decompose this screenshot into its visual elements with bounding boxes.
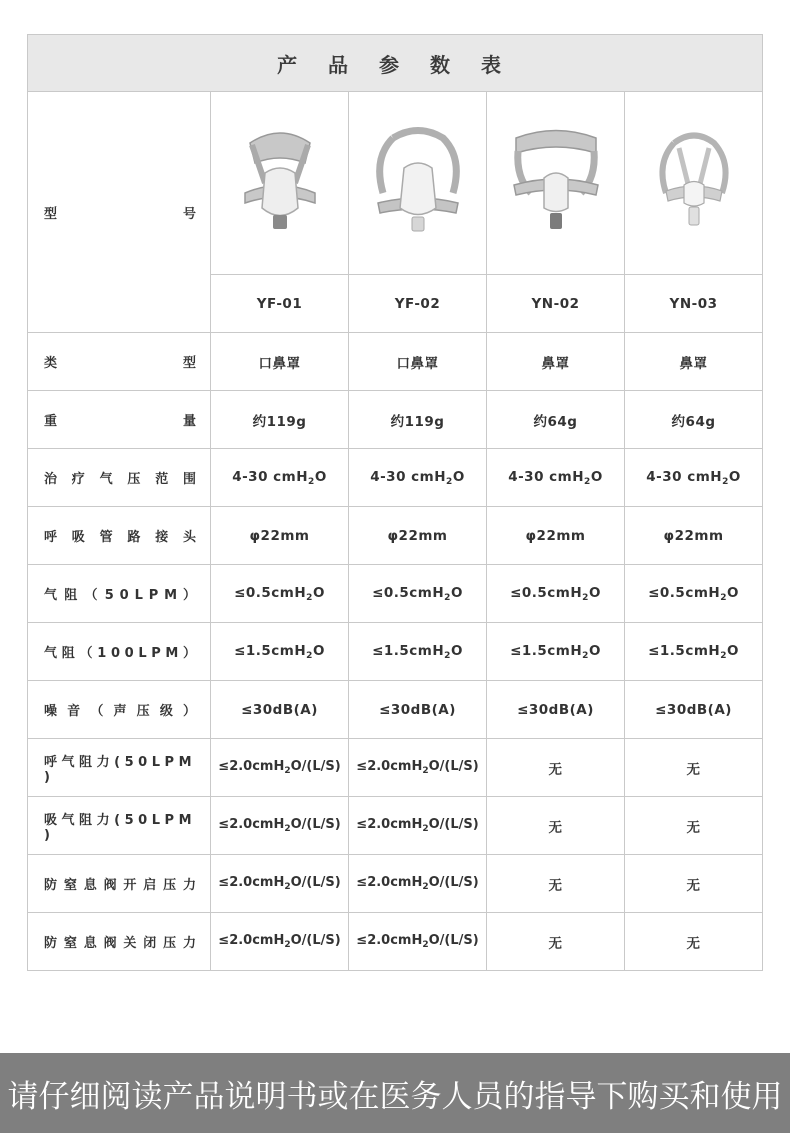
table-row — [28, 565, 763, 623]
cell-value: 约119g — [211, 391, 349, 449]
row-label: 气 阻 （ 1 0 0 L P M ） — [28, 623, 211, 681]
mask-image-yn02 — [487, 92, 625, 275]
cell-value: 无 — [625, 913, 763, 971]
table-row — [28, 739, 763, 797]
nasal-mask-icon — [506, 123, 606, 243]
cell-value: ≤2.0cmH$_2$O/(L/S) — [349, 797, 487, 855]
row-label: 气 阻 （ 5 0 L P M ） — [28, 565, 211, 623]
table-row — [28, 623, 763, 681]
model-label: 型 号 — [28, 92, 211, 333]
table-row — [28, 797, 763, 855]
cell-value: 4-30 cmH$_2$O — [349, 449, 487, 507]
model-yf01: YF-01 — [211, 275, 349, 333]
cell-value: ≤0.5cmH$_2$O — [487, 565, 625, 623]
cell-value: 4-30 cmH$_2$O — [487, 449, 625, 507]
cell-value: 约64g — [487, 391, 625, 449]
cell-value: 无 — [487, 739, 625, 797]
cell-value: 4-30 cmH$_2$O — [625, 449, 763, 507]
cell-value: φ22mm — [487, 507, 625, 565]
cell-value: 口鼻罩 — [211, 333, 349, 391]
cell-value: ≤1.5cmH$_2$O — [211, 623, 349, 681]
cell-value: 无 — [625, 797, 763, 855]
full-face-mask-icon — [368, 123, 468, 243]
table-row — [28, 333, 763, 391]
cell-value: ≤2.0cmH$_2$O/(L/S) — [211, 855, 349, 913]
table-row — [28, 681, 763, 739]
cell-value: ≤30dB(A) — [487, 681, 625, 739]
cell-value: 无 — [487, 913, 625, 971]
row-label: 呼 吸 管 路 接 头 — [28, 507, 211, 565]
cell-value: ≤2.0cmH$_2$O/(L/S) — [211, 739, 349, 797]
model-yn02: YN-02 — [487, 275, 625, 333]
cell-value: 无 — [487, 797, 625, 855]
footer-banner — [0, 1053, 790, 1133]
cell-value: 无 — [487, 855, 625, 913]
row-label: 治 疗 气 压 范 围 — [28, 449, 211, 507]
spec-table — [27, 34, 763, 971]
table-row — [28, 507, 763, 565]
mask-image-yf01 — [211, 92, 349, 275]
row-label: 吸 气 阻 力 ( 5 0 L P M ) — [28, 797, 211, 855]
cell-value: ≤2.0cmH$_2$O/(L/S) — [211, 913, 349, 971]
cell-value: 约119g — [349, 391, 487, 449]
row-label: 呼 气 阻 力 ( 5 0 L P M ) — [28, 739, 211, 797]
cell-value: ≤30dB(A) — [211, 681, 349, 739]
cell-value: ≤1.5cmH$_2$O — [625, 623, 763, 681]
table-title: 产 品 参 数 表 — [28, 35, 763, 92]
row-label: 防 窒 息 阀 关 闭 压 力 — [28, 913, 211, 971]
cell-value: φ22mm — [211, 507, 349, 565]
cell-value: ≤0.5cmH$_2$O — [625, 565, 763, 623]
cell-value: 无 — [625, 855, 763, 913]
cell-value: φ22mm — [625, 507, 763, 565]
cell-value: ≤1.5cmH$_2$O — [487, 623, 625, 681]
mask-image-yf02 — [349, 92, 487, 275]
cell-value: ≤1.5cmH$_2$O — [349, 623, 487, 681]
cell-value: ≤30dB(A) — [625, 681, 763, 739]
cell-value: φ22mm — [349, 507, 487, 565]
model-yn03: YN-03 — [625, 275, 763, 333]
cell-value: 4-30 cmH$_2$O — [211, 449, 349, 507]
table-row — [28, 449, 763, 507]
model-yf02: YF-02 — [349, 275, 487, 333]
cell-value: ≤2.0cmH$_2$O/(L/S) — [211, 797, 349, 855]
cell-value: 口鼻罩 — [349, 333, 487, 391]
footer-text: 请仔细阅读产品说明书或在医务人员的指导下购买和使用 — [7, 1078, 783, 1115]
cell-value: ≤2.0cmH$_2$O/(L/S) — [349, 855, 487, 913]
cell-value: 鼻罩 — [487, 333, 625, 391]
cell-value: 约64g — [625, 391, 763, 449]
table-row — [28, 391, 763, 449]
row-label: 重 量 — [28, 391, 211, 449]
nasal-mask-icon — [644, 123, 744, 243]
row-label: 防 窒 息 阀 开 启 压 力 — [28, 855, 211, 913]
row-label: 噪 音 （ 声 压 级 ） — [28, 681, 211, 739]
mask-image-yn03 — [625, 92, 763, 275]
cell-value: ≤2.0cmH$_2$O/(L/S) — [349, 739, 487, 797]
cell-value: ≤2.0cmH$_2$O/(L/S) — [349, 913, 487, 971]
cell-value: 鼻罩 — [625, 333, 763, 391]
row-label: 类 型 — [28, 333, 211, 391]
cell-value: ≤0.5cmH$_2$O — [211, 565, 349, 623]
full-face-mask-icon — [230, 123, 330, 243]
table-row — [28, 855, 763, 913]
cell-value: ≤0.5cmH$_2$O — [349, 565, 487, 623]
cell-value: 无 — [625, 739, 763, 797]
table-row — [28, 913, 763, 971]
cell-value: ≤30dB(A) — [349, 681, 487, 739]
